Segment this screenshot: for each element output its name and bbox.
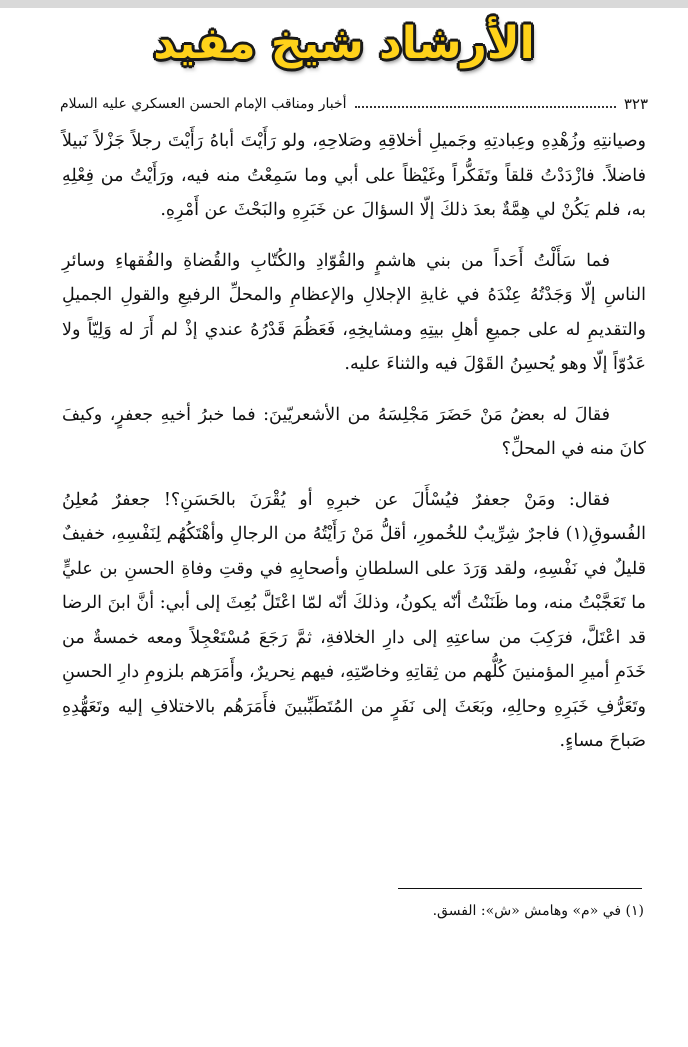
page-number: ٣٢٣ (623, 95, 648, 113)
running-head-title: أخبار ومناقب الإمام الحسن العسكري عليه السلام (60, 96, 347, 112)
running-head (60, 92, 648, 116)
main-text (62, 124, 646, 775)
paragraph: فقال: ومَنْ جعفرٌ فيُسْأَلَ عن خبرِهِ أو يُقْرَنَ بالحَسَنِ؟! جعفرٌ مُعلِنُ الفُسوقِ(١) فاجرٌ شِرِّيبٌ للخُمورِ، أقلُّ مَنْ رَأَيْتُهُ من الرجالِ وأهْتَكُهُم لِنَفْسِهِ، خفيفٌ قليلٌ في نَفْسِهِ، ولقد وَرَدَ على السلطانِ وأصحابِهِ في وقتِ وفاةِ الحسنِ بن عليٍّ ما تَعَجَّبْتُ منه، وما ظَنَنْتُ أنّه يكونُ، وذلكَ أنّه لمّا اعْتَلَّ بُعِثَ إلى أبي: أنَّ ابنَ الرضا قد اعْتَلَّ، فرَكِبَ من ساعتِهِ إلى دارِ الخلافةِ، ثمَّ رَجَعَ مُسْتَعْجِلاً ومعه خمسةٌ من خَدَمِ أميرِ المؤمنينَ كُلُّهم من ثِقاتِهِ وخاصّتِهِ، فيهم نِحريرٌ، وأَمَرَهم بلزومِ دارِ الحسنِ وتَعَرُّفِ خَبَرِهِ وحالِهِ، وبَعَثَ إلى نَفَرٍ من المُتَطَبِّبينَ فأَمَرَهُم بالاختلافِ إليه وتَعَهُّدِهِ صَباحَ مساءٍ. (62, 489, 646, 751)
banner-title: الأرشاد شيخ مفيد (153, 18, 535, 69)
footnote: (١) في «م» وهامش «ش»: الفسق. (432, 903, 644, 919)
paragraph: فقالَ له بعضُ مَنْ حَضَرَ مَجْلِسَهُ من الأشعريّينَ: فما خبرُ أخيهِ جعفرٍ، وكيفَ كانَ منه في المحلِّ؟ (62, 404, 646, 459)
paragraph: فما سَأَلْتُ أَحَداً من بني هاشمٍ والقُوّادِ والكُتّابِ والقُضاةِ والفُقهاءِ وسائرِ الناسِ إلّا وَجَدْتُهُ عِنْدَهُ في غايةِ الإجلالِ والإعظامِ والمحلِّ الرفيعِ والقولِ الجميلِ والتقديمِ له على جميعِ أهلِ بيتِهِ ومشايخِهِ، فَعَظُمَ قَدْرُهُ عندي إذْ لم أَرَ له وَلِيّاً ولا عَدُوّاً إلّا وهو يُحسِنُ القَوْلَ فيه والثناءَ عليه. (62, 250, 646, 374)
paragraph: وصيانتِهِ وزُهْدِهِ وعِبادتِهِ وجَميلِ أخلاقِهِ وصَلاحِهِ، ولو رَأَيْتَ أباهُ رَأَيْتَ رجلاً جَزْلاً نَبيلاً فاضلاً. فازْدَدْتُ قلقاً وتَفَكُّراً وغَيْظاً على أبي وما سَمِعْتُ منه فيه، ورَأَيْتُ من فِعْلِهِ به، فلم يَكُنْ لي هِمَّةٌ بعدَ ذلكَ إلّا السؤالَ عن خَبَرِهِ والبَحْثَ عن أَمْرِهِ. (62, 131, 646, 220)
top-edge-bar (0, 0, 688, 8)
running-head-dot-leader (355, 106, 616, 108)
footnote-rule (398, 888, 642, 889)
